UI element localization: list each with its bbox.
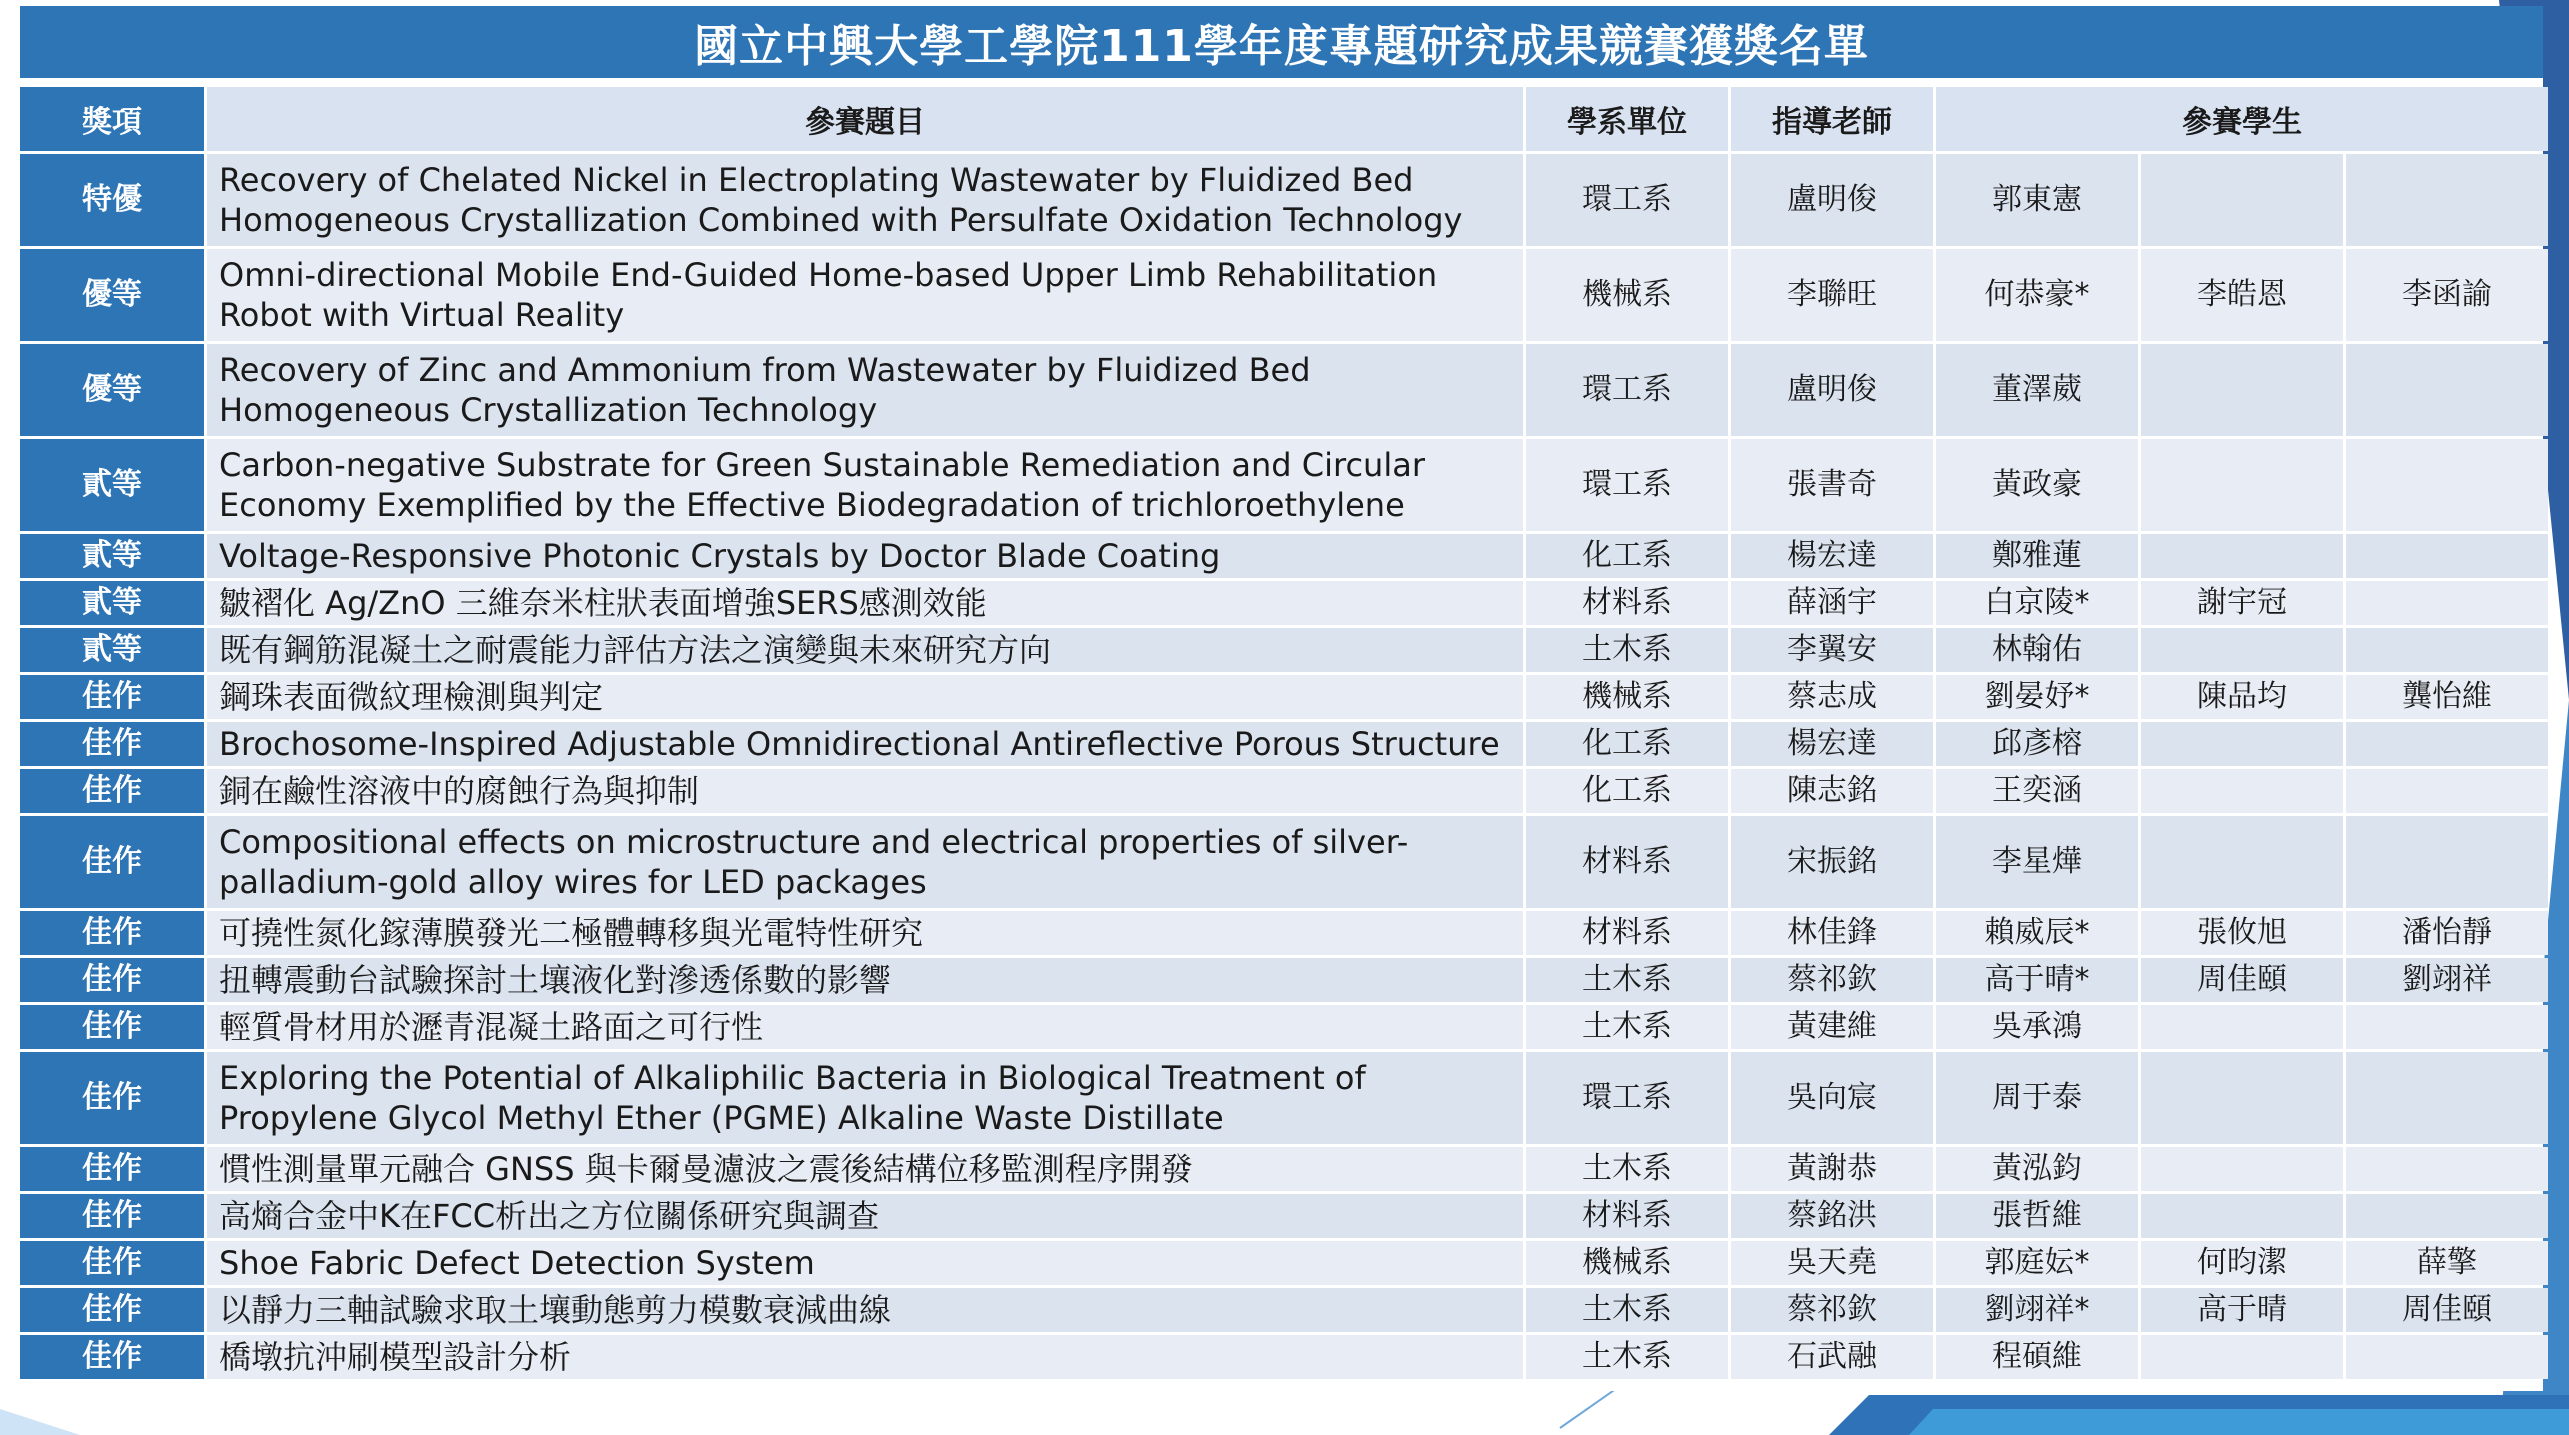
dept-cell: 土木系 <box>1526 628 1728 672</box>
student-cell-1: 鄭雅蓮 <box>1936 534 2138 578</box>
award-cell: 佳作 <box>20 1194 204 1238</box>
table-header-row <box>20 87 2548 151</box>
award-cell: 特優 <box>20 154 204 246</box>
dept-cell: 土木系 <box>1526 1005 1728 1049</box>
topic-cell: Recovery of Zinc and Ammonium from Wastewater by Fluidized Bed Homogeneous Crystallization Technology <box>207 344 1523 436</box>
award-cell: 貳等 <box>20 628 204 672</box>
student-cell-2: 謝宇冠 <box>2141 581 2343 625</box>
dept-cell: 化工系 <box>1526 534 1728 578</box>
dept-cell: 土木系 <box>1526 1288 1728 1332</box>
advisor-cell: 蔡志成 <box>1731 675 1933 719</box>
student-cell-2 <box>2141 439 2343 531</box>
advisor-cell: 陳志銘 <box>1731 769 1933 813</box>
table-row <box>20 1194 2548 1238</box>
student-cell-1: 郭庭妘* <box>1936 1241 2138 1285</box>
advisor-cell: 宋振銘 <box>1731 816 1933 908</box>
table-row <box>20 1147 2548 1191</box>
dept-cell: 機械系 <box>1526 675 1728 719</box>
student-cell-1: 高于晴* <box>1936 958 2138 1002</box>
student-cell-2 <box>2141 769 2343 813</box>
advisor-cell: 林佳鋒 <box>1731 911 1933 955</box>
student-cell-3: 薛擎 <box>2346 1241 2548 1285</box>
advisor-cell: 黃建維 <box>1731 1005 1933 1049</box>
dept-cell: 機械系 <box>1526 249 1728 341</box>
header-students: 參賽學生 <box>1936 87 2548 151</box>
student-cell-1: 賴威辰* <box>1936 911 2138 955</box>
award-cell: 佳作 <box>20 1052 204 1144</box>
table-row <box>20 722 2548 766</box>
topic-cell: Carbon-negative Substrate for Green Sustainable Remediation and Circular Economy Exemplified by the Effective Biodegradation of trichloroethylene <box>207 439 1523 531</box>
student-cell-1: 林翰佑 <box>1936 628 2138 672</box>
topic-cell: 銅在鹼性溶液中的腐蝕行為與抑制 <box>207 769 1523 813</box>
award-cell: 佳作 <box>20 1241 204 1285</box>
student-cell-1: 郭東憲 <box>1936 154 2138 246</box>
advisor-cell: 吳向宸 <box>1731 1052 1933 1144</box>
table-row <box>20 344 2548 436</box>
table-row <box>20 154 2548 246</box>
student-cell-1: 何恭豪* <box>1936 249 2138 341</box>
dept-cell: 材料系 <box>1526 581 1728 625</box>
student-cell-3 <box>2346 1005 2548 1049</box>
student-cell-2: 李皓恩 <box>2141 249 2343 341</box>
student-cell-3 <box>2346 439 2548 531</box>
header-topic: 參賽題目 <box>207 87 1523 151</box>
topic-cell: Shoe Fabric Defect Detection System <box>207 1241 1523 1285</box>
student-cell-2: 周佳頤 <box>2141 958 2343 1002</box>
topic-cell: 鋼珠表面微紋理檢測與判定 <box>207 675 1523 719</box>
student-cell-1: 董澤葳 <box>1936 344 2138 436</box>
dept-cell: 土木系 <box>1526 958 1728 1002</box>
award-cell: 佳作 <box>20 1335 204 1379</box>
award-cell: 優等 <box>20 344 204 436</box>
student-cell-2 <box>2141 628 2343 672</box>
award-cell: 佳作 <box>20 816 204 908</box>
award-cell: 貳等 <box>20 439 204 531</box>
student-cell-3 <box>2346 816 2548 908</box>
advisor-cell: 薛涵宇 <box>1731 581 1933 625</box>
student-cell-3 <box>2346 628 2548 672</box>
advisor-cell: 石武融 <box>1731 1335 1933 1379</box>
header-award: 獎項 <box>20 87 204 151</box>
table-row <box>20 1241 2548 1285</box>
topic-cell: Compositional effects on microstructure and electrical properties of silver-palladium-gold alloy wires for LED packages <box>207 816 1523 908</box>
advisor-cell: 楊宏達 <box>1731 534 1933 578</box>
student-cell-1: 白京陵* <box>1936 581 2138 625</box>
topic-cell: 可撓性氮化鎵薄膜發光二極體轉移與光電特性研究 <box>207 911 1523 955</box>
advisor-cell: 盧明俊 <box>1731 344 1933 436</box>
table-row <box>20 1052 2548 1144</box>
dept-cell: 化工系 <box>1526 769 1728 813</box>
table-row <box>20 1335 2548 1379</box>
student-cell-1: 劉翊祥* <box>1936 1288 2138 1332</box>
student-cell-3 <box>2346 154 2548 246</box>
student-cell-3 <box>2346 1147 2548 1191</box>
student-cell-2: 高于晴 <box>2141 1288 2343 1332</box>
topic-cell: Recovery of Chelated Nickel in Electroplating Wastewater by Fluidized Bed Homogeneous Crystallization Combined with Persulfate Oxidation Technology <box>207 154 1523 246</box>
award-cell: 佳作 <box>20 722 204 766</box>
table-row <box>20 249 2548 341</box>
table-row <box>20 816 2548 908</box>
dept-cell: 環工系 <box>1526 439 1728 531</box>
dept-cell: 材料系 <box>1526 816 1728 908</box>
student-cell-2: 陳品均 <box>2141 675 2343 719</box>
awards-table-body <box>20 154 2548 1379</box>
student-cell-1: 劉晏妤* <box>1936 675 2138 719</box>
advisor-cell: 李聯旺 <box>1731 249 1933 341</box>
topic-cell: Exploring the Potential of Alkaliphilic Bacteria in Biological Treatment of Propylene Glycol Methyl Ether (PGME) Alkaline Waste Distillate <box>207 1052 1523 1144</box>
award-cell: 優等 <box>20 249 204 341</box>
award-list-sheet <box>20 6 2543 1391</box>
award-cell: 佳作 <box>20 911 204 955</box>
table-row <box>20 911 2548 955</box>
topic-cell: 扭轉震動台試驗探討土壤液化對滲透係數的影響 <box>207 958 1523 1002</box>
dept-cell: 土木系 <box>1526 1147 1728 1191</box>
table-row <box>20 534 2548 578</box>
student-cell-3 <box>2346 344 2548 436</box>
awards-table <box>17 84 2551 1382</box>
dept-cell: 土木系 <box>1526 1335 1728 1379</box>
decorative-corner <box>0 1409 80 1435</box>
student-cell-3 <box>2346 534 2548 578</box>
header-dept: 學系單位 <box>1526 87 1728 151</box>
topic-cell: 高熵合金中K在FCC析出之方位關係研究與調查 <box>207 1194 1523 1238</box>
student-cell-1: 黃泓鈞 <box>1936 1147 2138 1191</box>
student-cell-2 <box>2141 154 2343 246</box>
table-row <box>20 769 2548 813</box>
student-cell-2 <box>2141 816 2343 908</box>
topic-cell: 皺褶化 Ag/ZnO 三維奈米柱狀表面增強SERS感測效能 <box>207 581 1523 625</box>
award-cell: 佳作 <box>20 769 204 813</box>
student-cell-2 <box>2141 344 2343 436</box>
student-cell-3: 潘怡靜 <box>2346 911 2548 955</box>
dept-cell: 環工系 <box>1526 1052 1728 1144</box>
student-cell-3: 劉翊祥 <box>2346 958 2548 1002</box>
dept-cell: 環工系 <box>1526 344 1728 436</box>
student-cell-1: 黃政豪 <box>1936 439 2138 531</box>
topic-cell: 既有鋼筋混凝土之耐震能力評估方法之演變與未來研究方向 <box>207 628 1523 672</box>
table-row <box>20 581 2548 625</box>
topic-cell: Brochosome-Inspired Adjustable Omnidirectional Antireflective Porous Structure <box>207 722 1523 766</box>
advisor-cell: 蔡祁欽 <box>1731 1288 1933 1332</box>
advisor-cell: 蔡祁欽 <box>1731 958 1933 1002</box>
topic-cell: 以靜力三軸試驗求取土壤動態剪力模數衰減曲線 <box>207 1288 1523 1332</box>
student-cell-2 <box>2141 534 2343 578</box>
dept-cell: 化工系 <box>1526 722 1728 766</box>
student-cell-1: 李星燁 <box>1936 816 2138 908</box>
student-cell-3: 龔怡維 <box>2346 675 2548 719</box>
table-row <box>20 628 2548 672</box>
student-cell-1: 張哲維 <box>1936 1194 2138 1238</box>
student-cell-3 <box>2346 1335 2548 1379</box>
header-advisor: 指導老師 <box>1731 87 1933 151</box>
award-cell: 佳作 <box>20 1147 204 1191</box>
topic-cell: 輕質骨材用於瀝青混凝土路面之可行性 <box>207 1005 1523 1049</box>
advisor-cell: 吳天堯 <box>1731 1241 1933 1285</box>
student-cell-2: 張攸旭 <box>2141 911 2343 955</box>
student-cell-3: 李函諭 <box>2346 249 2548 341</box>
advisor-cell: 蔡銘洪 <box>1731 1194 1933 1238</box>
student-cell-2 <box>2141 722 2343 766</box>
student-cell-2 <box>2141 1335 2343 1379</box>
student-cell-1: 邱彥榕 <box>1936 722 2138 766</box>
student-cell-2 <box>2141 1194 2343 1238</box>
student-cell-3 <box>2346 1052 2548 1144</box>
award-cell: 佳作 <box>20 1288 204 1332</box>
table-row <box>20 439 2548 531</box>
dept-cell: 材料系 <box>1526 911 1728 955</box>
student-cell-1: 周于泰 <box>1936 1052 2138 1144</box>
student-cell-3 <box>2346 581 2548 625</box>
student-cell-1: 程碩維 <box>1936 1335 2138 1379</box>
award-cell: 佳作 <box>20 675 204 719</box>
topic-cell: Omni-directional Mobile End-Guided Home-based Upper Limb Rehabilitation Robot with Virtual Reality <box>207 249 1523 341</box>
award-cell: 貳等 <box>20 534 204 578</box>
student-cell-2 <box>2141 1005 2343 1049</box>
award-cell: 佳作 <box>20 1005 204 1049</box>
page-title: 國立中興大學工學院111學年度專題研究成果競賽獲獎名單 <box>20 6 2543 78</box>
dept-cell: 機械系 <box>1526 1241 1728 1285</box>
award-cell: 佳作 <box>20 958 204 1002</box>
student-cell-2 <box>2141 1052 2343 1144</box>
table-row <box>20 958 2548 1002</box>
table-row <box>20 1005 2548 1049</box>
student-cell-3 <box>2346 1194 2548 1238</box>
topic-cell: 慣性測量單元融合 GNSS 與卡爾曼濾波之震後結構位移監測程序開發 <box>207 1147 1523 1191</box>
advisor-cell: 盧明俊 <box>1731 154 1933 246</box>
advisor-cell: 張書奇 <box>1731 439 1933 531</box>
topic-cell: Voltage-Responsive Photonic Crystals by Doctor Blade Coating <box>207 534 1523 578</box>
topic-cell: 橋墩抗沖刷模型設計分析 <box>207 1335 1523 1379</box>
dept-cell: 環工系 <box>1526 154 1728 246</box>
dept-cell: 材料系 <box>1526 1194 1728 1238</box>
student-cell-1: 王奕涵 <box>1936 769 2138 813</box>
award-cell: 貳等 <box>20 581 204 625</box>
table-row <box>20 1288 2548 1332</box>
student-cell-2 <box>2141 1147 2343 1191</box>
student-cell-2: 何昀潔 <box>2141 1241 2343 1285</box>
student-cell-3 <box>2346 722 2548 766</box>
student-cell-3 <box>2346 769 2548 813</box>
advisor-cell: 黃謝恭 <box>1731 1147 1933 1191</box>
student-cell-3: 周佳頤 <box>2346 1288 2548 1332</box>
advisor-cell: 楊宏達 <box>1731 722 1933 766</box>
table-row <box>20 675 2548 719</box>
decorative-bottom-band-accent <box>1909 1409 2569 1435</box>
advisor-cell: 李翼安 <box>1731 628 1933 672</box>
student-cell-1: 吳承鴻 <box>1936 1005 2138 1049</box>
